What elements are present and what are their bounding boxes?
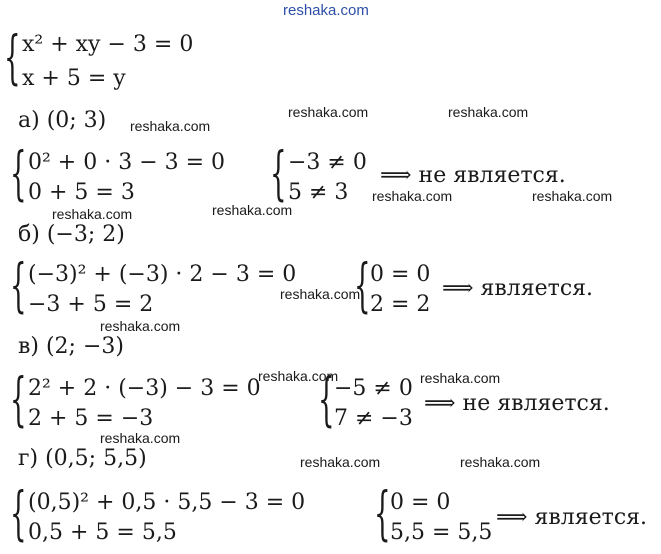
substitution-eq1: (0,5)² + 0,5 · 5,5 − 3 = 0 [28,490,306,515]
substitution-eq2: 0 + 5 = 3 [28,180,135,205]
watermark[interactable]: reshaka.com [448,104,529,120]
substitution-eq1: (−3)² + (−3) · 2 − 3 = 0 [28,262,297,287]
watermark[interactable]: reshaka.com [258,368,339,384]
substitution-eq2: −3 + 5 = 2 [28,292,154,317]
result-eq1: −5 ≠ 0 [334,376,413,401]
substitution-eq2: 0,5 + 5 = 5,5 [28,520,177,545]
brace-icon: { [10,479,27,547]
system-eq2: x + 5 = y [22,66,126,91]
part-label: г) (0,5; 5,5) [18,446,147,471]
brace-icon: { [10,365,27,433]
part-label: в) (2; −3) [18,334,124,359]
result-eq2: 5,5 = 5,5 [390,520,493,545]
watermark[interactable]: reshaka.com [532,188,613,204]
part-label: а) (0; 3) [18,108,107,133]
substitution-eq1: 0² + 0 · 3 − 3 = 0 [28,150,226,175]
result-eq2: 2 = 2 [370,292,431,317]
watermark[interactable]: reshaka.com [300,454,381,470]
substitution-eq2: 2 + 5 = −3 [28,406,154,431]
result-eq1: 0 = 0 [390,490,451,515]
watermark[interactable]: reshaka.com [372,188,453,204]
result-eq1: −3 ≠ 0 [288,150,367,175]
part-label: б) (−3; 2) [18,222,125,247]
watermark[interactable]: reshaka.com [212,202,293,218]
watermark[interactable]: reshaka.com [100,318,181,334]
watermark[interactable]: reshaka.com [52,206,133,222]
brace-icon: { [10,251,27,319]
watermark[interactable]: reshaka.com [100,430,181,446]
watermark-top[interactable]: reshaka.com [283,2,369,19]
brace-icon: { [354,251,371,319]
brace-icon: { [318,365,335,433]
result-eq2: 5 ≠ 3 [288,180,349,205]
watermark[interactable]: reshaka.com [460,454,541,470]
brace-icon: { [270,139,287,207]
watermark[interactable]: reshaka.com [420,370,501,386]
conclusion: ⟹ не является. [424,391,610,416]
conclusion: ⟹ является. [496,505,648,530]
result-eq1: 0 = 0 [370,262,431,287]
watermark[interactable]: reshaka.com [288,104,369,120]
system-eq1: x² + xy − 3 = 0 [22,32,194,57]
conclusion: ⟹ не является. [380,163,566,188]
brace-icon: { [4,23,21,91]
watermark[interactable]: reshaka.com [130,118,211,134]
brace-icon: { [374,479,391,547]
conclusion: ⟹ является. [442,276,594,301]
brace-icon: { [10,139,27,207]
result-eq2: 7 ≠ −3 [334,406,413,431]
substitution-eq1: 2² + 2 · (−3) − 3 = 0 [28,376,261,401]
watermark[interactable]: reshaka.com [280,286,361,302]
